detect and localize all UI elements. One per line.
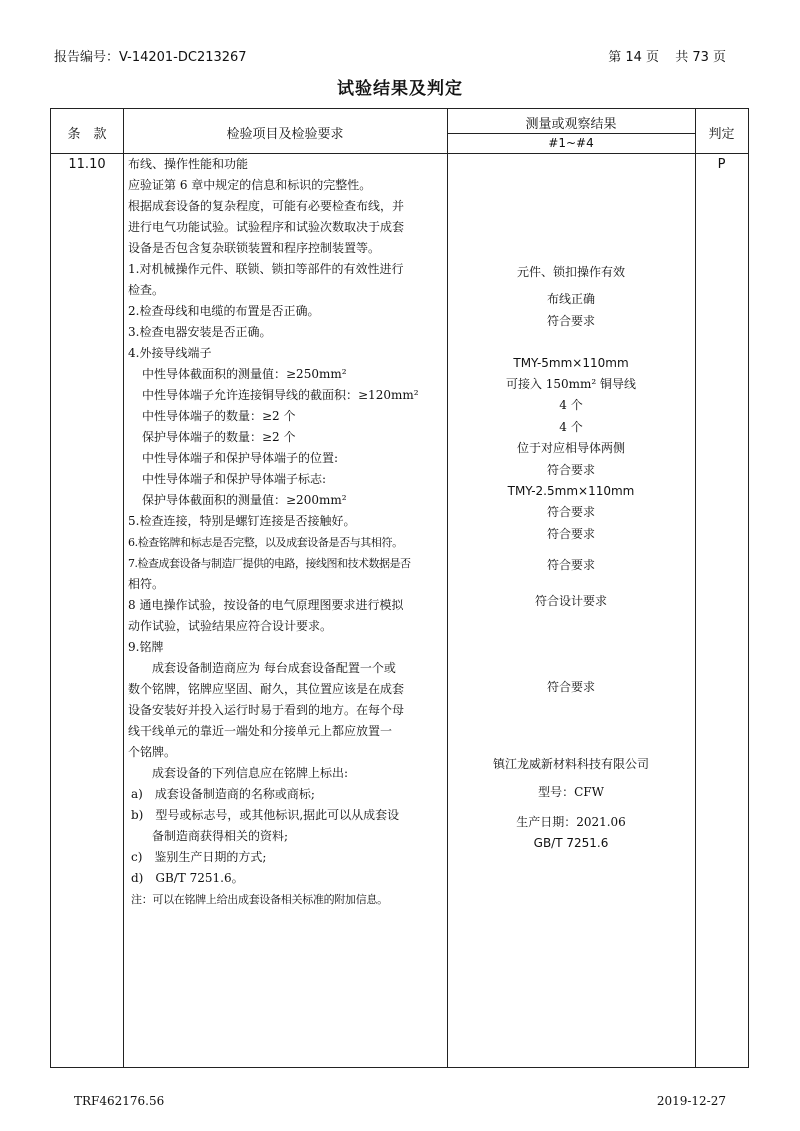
requirement-line: a) 成套设备制造商的名称或商标; — [131, 787, 315, 801]
requirement-line: 中性导体端子和保护导体端子标志: — [142, 472, 327, 486]
page-number: 第 14 页 — [608, 50, 660, 65]
requirement-line: 2.检查母线和电缆的布置是否正确。 — [128, 304, 320, 318]
requirement-line: 进行电气功能试验。试验程序和试验次数取决于成套 — [128, 220, 405, 234]
col-divider — [447, 109, 448, 1067]
requirement-line: 中性导体端子和保护导体端子的位置: — [142, 451, 339, 465]
result-value: 生产日期：2021.06 — [516, 815, 626, 829]
requirement-line: 4.外接导线端子 — [128, 346, 212, 360]
col-divider — [695, 109, 696, 1067]
requirement-line: 中性导体端子的数量：≥2 个 — [142, 409, 296, 423]
requirement-line: d) GB/T 7251.6。 — [131, 871, 244, 885]
header-clause: 条 款 — [67, 127, 107, 142]
requirement-line: 个铭牌。 — [128, 745, 177, 759]
result-value: 符合要求 — [546, 527, 595, 541]
result-value: 镇江龙威新材料科技有限公司 — [492, 757, 649, 771]
requirement-line: 中性导体截面积的测量值：≥250mm² — [142, 367, 347, 381]
requirement-line: 备制造商获得相关的资料; — [152, 829, 289, 843]
result-value: 符合设计要求 — [534, 594, 607, 608]
page-total: 共 73 页 — [675, 50, 726, 65]
result-value: 符合要求 — [546, 314, 595, 328]
requirement-line: 检查。 — [128, 283, 165, 297]
result-value: 可接入 150mm² 铜导线 — [505, 377, 637, 391]
clause-number: 11.10 — [68, 157, 106, 172]
form-date: 2019-12-27 — [656, 1094, 726, 1108]
requirement-line: 应验证第 6 章中规定的信息和标识的完整性。 — [128, 178, 372, 192]
requirement-line: 保护导体截面积的测量值：≥200mm² — [142, 493, 347, 507]
report-number: 报告编号：V-14201-DC213267 — [54, 50, 247, 65]
requirement-line: 设备是否包含复杂联锁装置和程序控制装置等。 — [128, 241, 381, 255]
row-divider — [447, 133, 695, 134]
requirement-line: 成套设备的下列信息应在铭牌上标出: — [152, 766, 349, 780]
requirement-line: 相符。 — [128, 577, 165, 591]
requirement-line: 8 通电操作试验，按设备的电气原理图要求进行模拟 — [128, 598, 404, 612]
requirement-line: 3.检查电器安装是否正确。 — [128, 325, 272, 339]
header-result: 测量或观察结果 — [525, 117, 617, 132]
requirement-line: 设备安装好并投入运行时易于看到的地方。在每个母 — [128, 703, 405, 717]
result-value: 符合要求 — [546, 558, 595, 572]
result-value: 位于对应相导体两侧 — [516, 441, 625, 455]
requirement-line: 根据成套设备的复杂程度，可能有必要检查布线，并 — [128, 199, 405, 213]
result-value: TMY-5mm×110mm — [513, 356, 629, 370]
requirement-line: 7.检查成套设备与制造厂提供的电路，接线图和技术数据是否 — [128, 557, 411, 570]
requirement-line: 动作试验，试验结果应符合设计要求。 — [128, 619, 333, 633]
result-value: 4 个 — [559, 398, 583, 412]
page-title: 试验结果及判定 — [337, 79, 463, 99]
requirement-line: 注：可以在铭牌上给出成套设备相关标准的附加信息。 — [131, 893, 388, 906]
requirement-line: 6.检查铭牌和标志是否完整，以及成套设备是否与其相符。 — [128, 536, 403, 549]
result-value: 符合要求 — [546, 505, 595, 519]
result-value: 布线正确 — [546, 292, 595, 306]
verdict-value: P — [717, 157, 726, 172]
header-item: 检验项目及检验要求 — [226, 127, 344, 142]
results-table — [50, 108, 749, 1068]
result-value: TMY-2.5mm×110mm — [507, 484, 635, 498]
requirement-line: c) 鉴别生产日期的方式; — [131, 850, 267, 864]
header-verdict: 判定 — [708, 127, 735, 142]
requirement-line: 成套设备制造商应为 每台成套设备配置一个或 — [152, 661, 396, 675]
requirement-line: 9.铭牌 — [128, 640, 164, 654]
result-value: GB/T 7251.6 — [533, 836, 609, 850]
requirement-line: b) 型号或标志号，或其他标识,据此可以从成套设 — [131, 808, 400, 822]
result-value: 符合要求 — [546, 463, 595, 477]
result-value: 4 个 — [559, 420, 583, 434]
requirement-line: 1.对机械操作元件、联锁、锁扣等部件的有效性进行 — [128, 262, 404, 276]
requirement-line: 数个铭牌，铭牌应坚固、耐久，其位置应该是在成套 — [128, 682, 405, 696]
header-result-sub: #1~#4 — [548, 136, 594, 150]
form-number: TRF462176.56 — [74, 1094, 165, 1108]
requirement-line: 线干线单元的靠近一端处和分接单元上都应放置一 — [128, 724, 393, 738]
requirement-line: 中性导体端子允许连接铜导线的截面积：≥120mm² — [142, 388, 419, 402]
col-divider — [123, 109, 124, 1067]
result-value: 元件、锁扣操作有效 — [516, 265, 625, 279]
requirement-line: 5.检查连接，特别是螺钉连接是否接触好。 — [128, 514, 356, 528]
result-value: 型号：CFW — [538, 785, 604, 799]
requirement-line: 保护导体端子的数量：≥2 个 — [142, 430, 296, 444]
result-value: 符合要求 — [546, 680, 595, 694]
page-indicator — [596, 46, 726, 65]
requirement-line: 布线、操作性能和功能 — [128, 157, 249, 171]
